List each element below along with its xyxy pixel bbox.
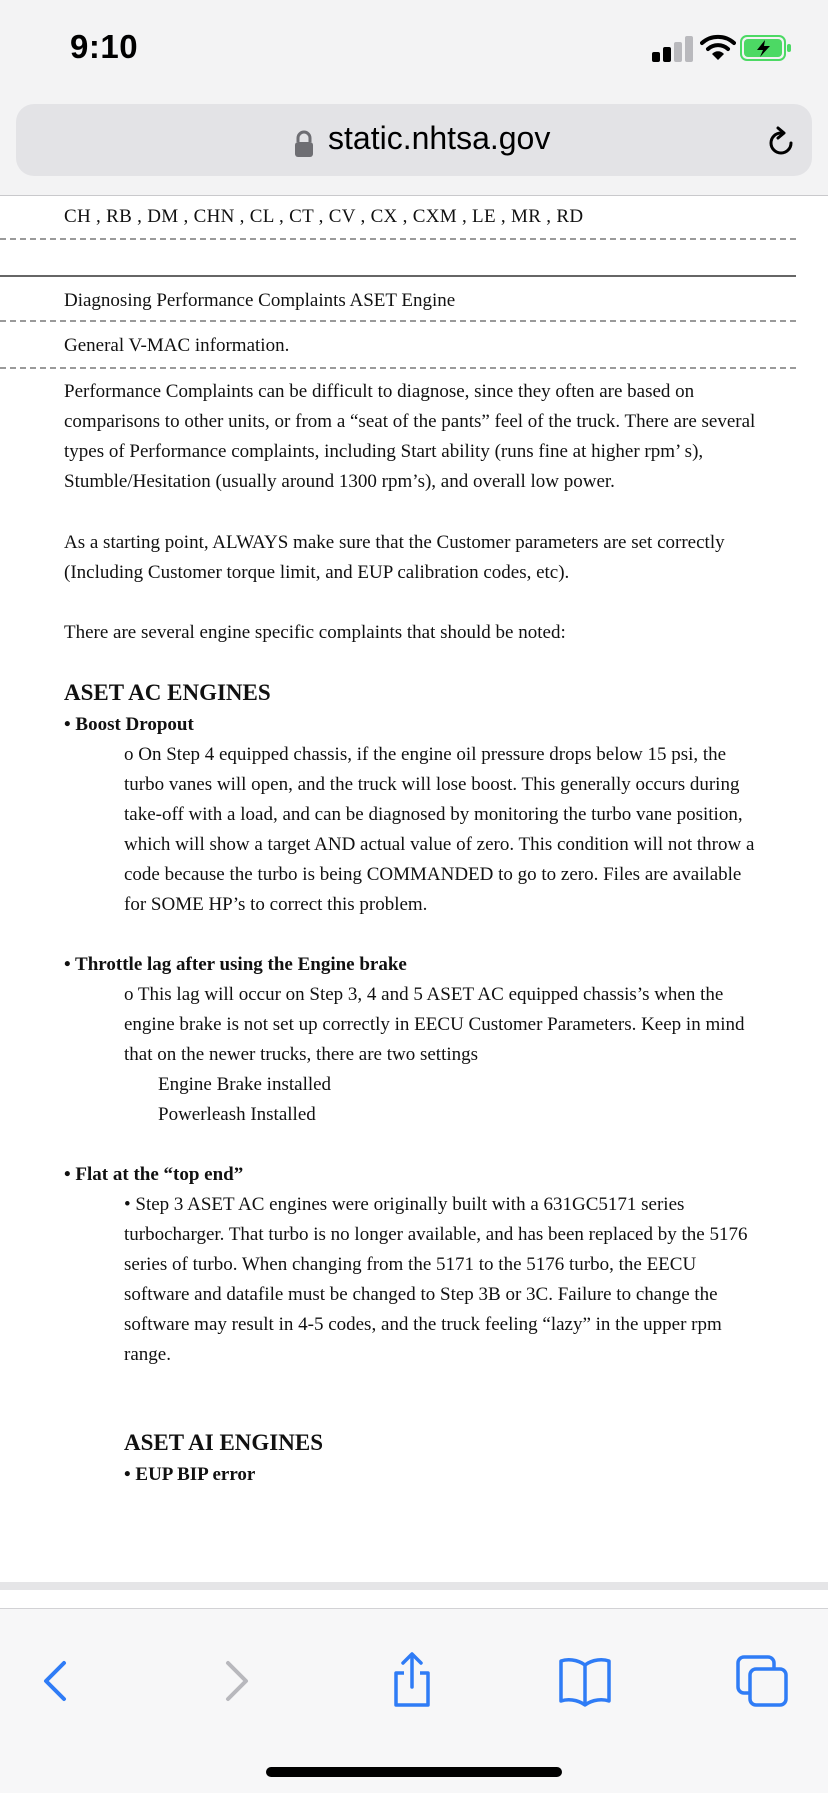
starting-point-paragraph: As a starting point, ALWAYS make sure that the Customer parameters are set correctly (Including Customer torque limit, and EUP calibration codes, etc). (64, 532, 725, 583)
status-bar (0, 0, 828, 100)
boost-dropout-text: o On Step 4 equipped chassis, if the engine oil pressure drops below 15 psi, the turbo vanes will open, and the truck will lose boost. This generally occurs during take-off with a load, and can be diagnosed by monitoring the turbo vane position, which will show a target AND actual value of zero. This condition will not throw a code because the turbo is being COMMANDED to go to zero. Files are available for SOME HP’s to correct this problem. (124, 744, 755, 915)
divider (0, 320, 796, 322)
reload-icon[interactable] (764, 126, 798, 160)
status-time: 9:10 (70, 28, 139, 65)
battery-charging-icon (740, 34, 792, 62)
document-subtitle: General V-MAC information. (64, 335, 290, 356)
chevron-left-icon[interactable] (26, 1651, 86, 1711)
setting-powerleash: Powerleash Installed (158, 1104, 316, 1125)
divider (0, 275, 796, 277)
cellular-signal-icon (652, 36, 696, 62)
wifi-icon (700, 34, 736, 62)
divider (0, 238, 796, 240)
bullet-eup-bip-error: • EUP BIP error (124, 1464, 256, 1485)
intro-paragraph: Performance Complaints can be difficult to diagnose, since they often are based on comparisons to other units, or from a “seat of the pants” feel of the truck. There are several types of Performance complaints, including Start ability (runs fine at higher rpm’ s), Stumble/Hesitation (usually around 1300 rpm’s), and overall low power. (64, 381, 756, 492)
url-text: static.nhtsa.gov (328, 120, 551, 156)
lock-icon (294, 130, 314, 158)
flat-top-end-text: • Step 3 ASET AC engines were originally built with a 631GC5171 series turbocharger. That turbo is no longer available, and has been replaced by the 5176 series of turbo. When changing from the 5171 to the 5176 turbo, the EECU software and datafile must be changed to Step 3B or 3C. Failure to change the software may result in 4-5 codes, and the truck feeling “lazy” in the upper rpm range. (124, 1194, 748, 1365)
address-bar[interactable] (16, 104, 812, 176)
bullet-flat-top-end: • Flat at the “top end” (64, 1164, 244, 1185)
page-bottom-separator (0, 1582, 828, 1590)
section-heading-ac: ASET AC ENGINES (64, 680, 271, 705)
setting-engine-brake: Engine Brake installed (158, 1074, 332, 1095)
browser-address-area (0, 100, 828, 196)
document-title: Diagnosing Performance Complaints ASET Engine (64, 290, 456, 311)
chevron-right-icon[interactable] (206, 1651, 266, 1711)
model-codes: CH , RB , DM , CHN , CL , CT , CV , CX , CXM , LE , MR , RD (64, 206, 584, 227)
divider (0, 367, 796, 369)
share-icon[interactable] (382, 1651, 442, 1711)
throttle-lag-text: o This lag will occur on Step 3, 4 and 5 ASET AC equipped chassis’s when the engine brake is not set up correctly in EECU Customer Parameters. Keep in mind that on the newer trucks, there are two settings (124, 984, 745, 1065)
section-heading-ai: ASET AI ENGINES (124, 1430, 323, 1455)
bullet-throttle-lag: • Throttle lag after using the Engine brake (64, 954, 407, 975)
bullet-boost-dropout: • Boost Dropout (64, 714, 194, 735)
specific-note-paragraph: There are several engine specific complaints that should be noted: (64, 622, 566, 643)
browser-toolbar (0, 1608, 828, 1793)
book-icon[interactable] (555, 1651, 615, 1711)
tabs-icon[interactable] (732, 1651, 792, 1711)
document-page (0, 196, 828, 1586)
home-indicator (266, 1767, 562, 1777)
